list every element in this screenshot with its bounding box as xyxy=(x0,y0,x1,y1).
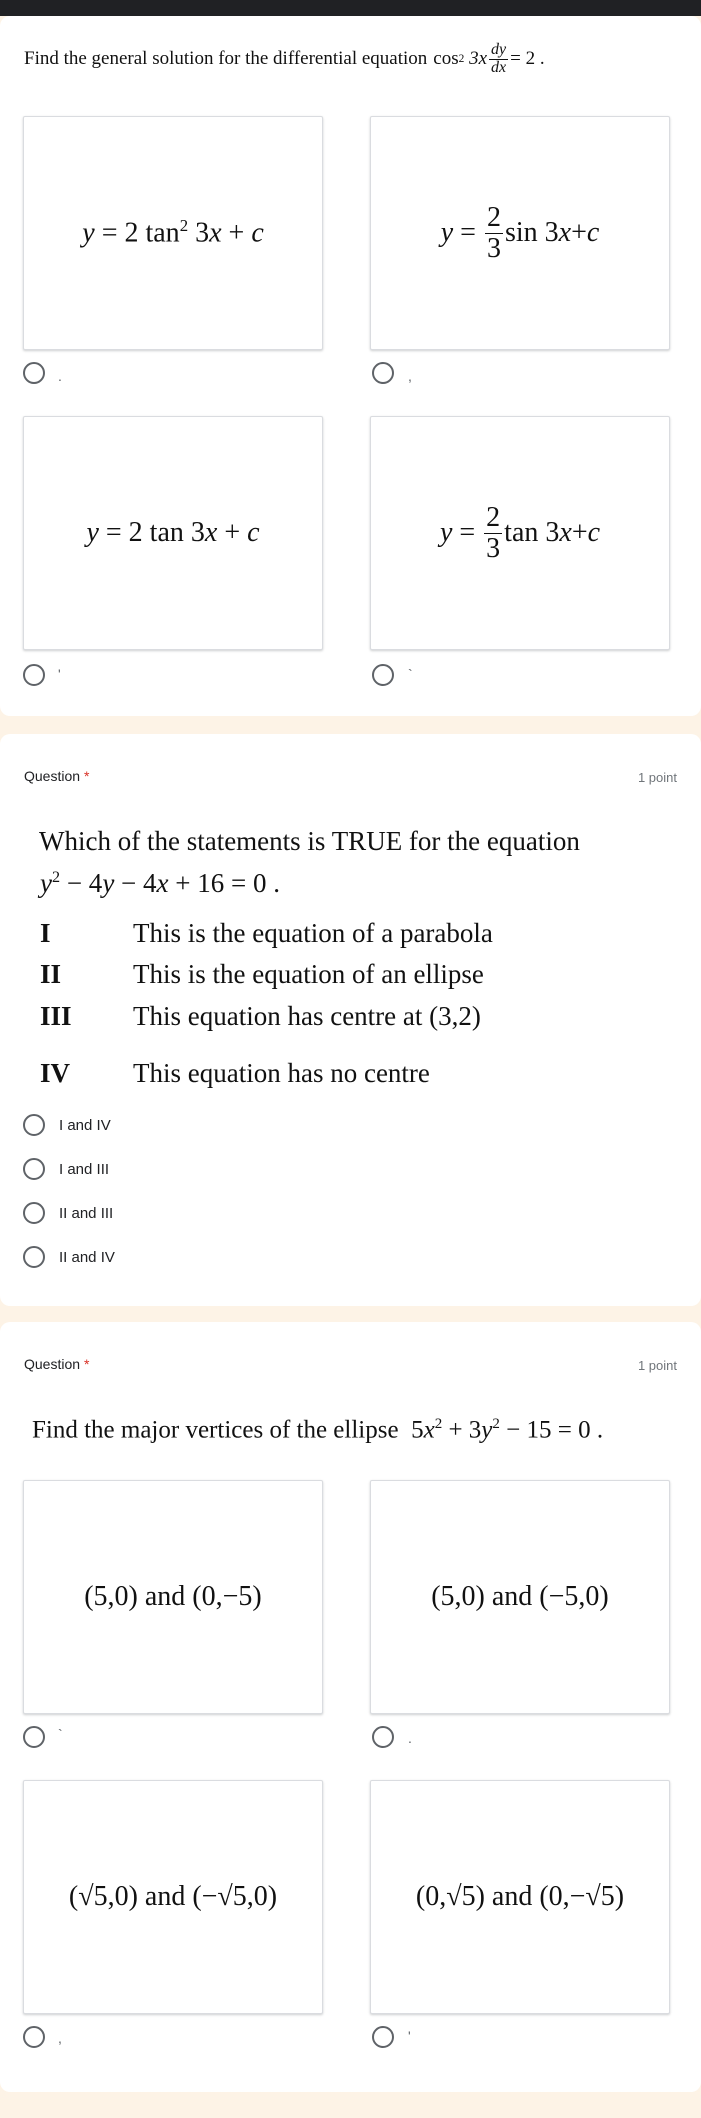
option-radio-3[interactable] xyxy=(23,2026,45,2048)
option-mark: . xyxy=(408,1730,412,1746)
choice-radio-4[interactable] xyxy=(23,1246,45,1268)
option-math: y = 2 tan 3x + c xyxy=(86,517,260,548)
option-mark: ' xyxy=(408,2028,411,2044)
question-card-2 xyxy=(0,734,701,1306)
option-radio-2[interactable] xyxy=(372,1726,394,1748)
option-radio-4[interactable] xyxy=(372,664,394,686)
option-box-4[interactable] xyxy=(370,416,670,650)
option-box-3[interactable] xyxy=(23,1780,323,2014)
question-card-3 xyxy=(0,1322,701,2092)
cos-label: cos xyxy=(433,48,459,70)
choice-label[interactable]: II and IV xyxy=(59,1249,115,1266)
option-radio-2[interactable] xyxy=(372,362,394,384)
option-mark: . xyxy=(58,368,62,384)
statement-number: III xyxy=(40,1001,72,1031)
statement-text: This equation has centre at (3,2) xyxy=(133,1001,481,1031)
derivative-fraction xyxy=(489,42,508,77)
fraction-numerator: dy xyxy=(491,41,507,58)
option-math: (√5,0) and (−√5,0) xyxy=(68,1881,278,1912)
option-mark: ' xyxy=(58,666,61,682)
choice-label[interactable]: I and IV xyxy=(59,1117,111,1134)
question-prompt-line-1: Which of the statements is TRUE for the equation xyxy=(39,826,580,856)
prompt-equation xyxy=(433,42,544,77)
question-prompt xyxy=(24,42,545,77)
statement-number: IV xyxy=(40,1058,71,1088)
statement-number: I xyxy=(40,918,51,948)
top-bar xyxy=(0,0,701,16)
option-math: y = $\frac{2}{3}$ sin 3 x + c xyxy=(440,202,600,264)
option-radio-1[interactable] xyxy=(23,362,45,384)
required-asterisk: * xyxy=(83,768,90,784)
question-label xyxy=(24,768,89,784)
option-radio-4[interactable] xyxy=(372,2026,394,2048)
choice-radio-1[interactable] xyxy=(23,1114,45,1136)
option-mark: ` xyxy=(408,666,413,682)
option-math: (5,0) and (0,−5) xyxy=(84,1581,262,1612)
option-box-2[interactable] xyxy=(370,1480,670,1714)
statement-text: This equation has no centre xyxy=(133,1058,430,1088)
equation-rhs: = 2 . xyxy=(510,48,545,70)
option-box-3[interactable] xyxy=(23,416,323,650)
option-mark: , xyxy=(408,368,412,384)
question-prompt: Find the major vertices of the ellipse $5x^2 + 3y^2 - 15 = 0$ . xyxy=(32,1416,604,1444)
option-mark: ` xyxy=(58,1726,63,1742)
option-math: (5,0) and (−5,0) xyxy=(431,1581,609,1612)
choice-radio-2[interactable] xyxy=(23,1158,45,1180)
option-box-2[interactable] xyxy=(370,116,670,350)
option-radio-3[interactable] xyxy=(23,664,45,686)
option-math: y = $\frac{2}{3}$ tan 3 x + c xyxy=(439,502,601,564)
option-box-4[interactable] xyxy=(370,1780,670,2014)
option-math: y = 2 $\tan^2 3x + c$ xyxy=(82,216,264,249)
option-box-1[interactable] xyxy=(23,116,323,350)
question-points: 1 point xyxy=(637,770,677,785)
choice-label[interactable]: I and III xyxy=(59,1161,110,1178)
question-card-1 xyxy=(0,16,701,716)
option-box-1[interactable] xyxy=(23,1480,323,1714)
cos-argument: 3x xyxy=(469,48,488,70)
question-label xyxy=(24,1356,89,1372)
choice-label[interactable]: II and III xyxy=(59,1205,114,1222)
question-prompt-line-2: $y^2 - 4y - 4x + 16 = 0$ . xyxy=(40,868,280,898)
statement-text: This is the equation of a parabola xyxy=(133,918,493,948)
statement-number: II xyxy=(40,959,62,989)
option-math: (0,√5) and (0,−√5) xyxy=(415,1881,625,1912)
question-label-text: Question xyxy=(24,1356,81,1372)
question-label-text: Question xyxy=(24,768,81,784)
prompt-text: Find the general solution for the differential equation xyxy=(24,48,428,70)
fraction-denominator: dx xyxy=(491,58,507,76)
choice-radio-3[interactable] xyxy=(23,1202,45,1224)
option-mark: , xyxy=(58,2030,62,2046)
required-asterisk: * xyxy=(83,1356,90,1372)
exponent: 2 xyxy=(458,53,465,66)
statement-text: This is the equation of an ellipse xyxy=(133,959,484,989)
question-points: 1 point xyxy=(637,1358,677,1373)
option-radio-1[interactable] xyxy=(23,1726,45,1748)
